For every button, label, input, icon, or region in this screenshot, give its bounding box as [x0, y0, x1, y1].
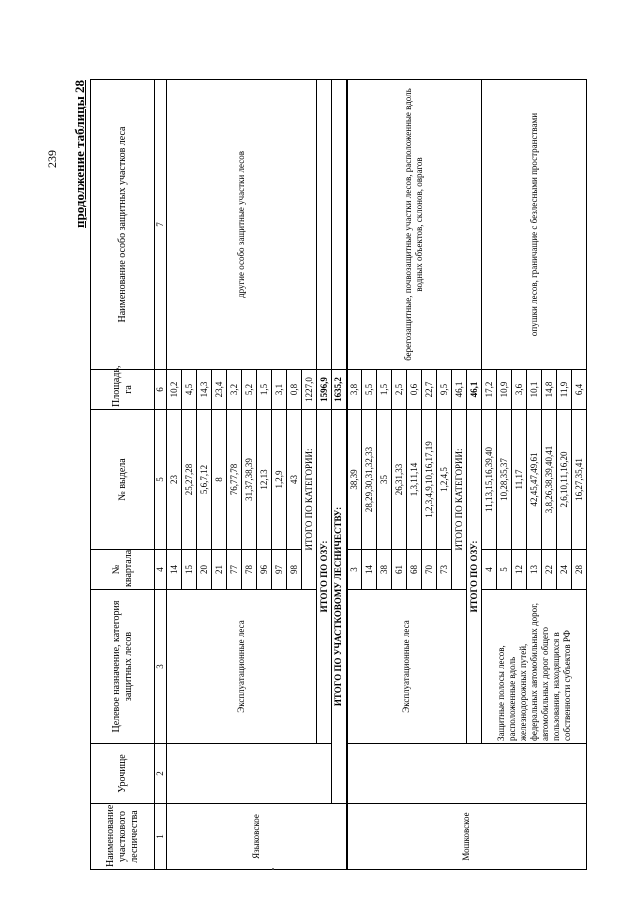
column-number: 6 [155, 370, 167, 410]
area-cell: 3,8 [347, 370, 362, 410]
total-lesnichestvo-value: 1635,2 [332, 370, 347, 410]
total-ozu-value: 1596,9 [317, 370, 332, 410]
column-number: 3 [155, 590, 167, 744]
area-cell: 3,6 [512, 370, 527, 410]
table-continuation-title: продолжение таблицы 28 [72, 80, 87, 228]
kvartal-cell: 96 [257, 550, 272, 590]
column-number: 7 [155, 80, 167, 370]
vydel-cell: 10,28,35,37 [497, 410, 512, 550]
header-category: Целевое назначение, категория защитных лесов [91, 590, 155, 744]
kvartal-cell: 73 [437, 550, 452, 590]
vydel-cell: 76,77,78 [227, 410, 242, 550]
area-cell: 10,2 [167, 370, 182, 410]
vydel-cell: 35 [377, 410, 392, 550]
vydel-cell: 5,6,7,12 [197, 410, 212, 550]
urochishche-cell [347, 744, 587, 804]
lesnichestvo-moshkovskoe: Мошковское [347, 804, 587, 870]
lesnichestvo-yazykovskoe: Языковское [167, 804, 347, 870]
kvartal-cell: 13 [527, 550, 542, 590]
header-ozu-name: Наименование особо защитных участков леса [91, 80, 155, 370]
kvartal-cell: 5 [497, 550, 512, 590]
vydel-cell: 8 [212, 410, 227, 550]
vydel-cell: 23 [167, 410, 182, 550]
column-number: 4 [155, 550, 167, 590]
vydel-cell: 16,27,35,41 [572, 410, 587, 550]
category-cell: Эксплуатационные леса [167, 590, 317, 744]
area-cell: 2,5 [392, 370, 407, 410]
area-cell: 14,8 [542, 370, 557, 410]
total-ozu-label: ИТОГО ПО ОЗУ: [317, 410, 332, 744]
kvartal-cell: 14 [167, 550, 182, 590]
urochishche-cell [167, 744, 332, 804]
area-cell: 0,6 [407, 370, 422, 410]
kvartal-cell: 3 [347, 550, 362, 590]
column-number: 5 [155, 410, 167, 550]
area-cell: 14,3 [197, 370, 212, 410]
ozu-name-cell: другие особо защитные участки лесов [167, 80, 317, 370]
kvartal-cell: 20 [197, 550, 212, 590]
kvartal-cell: 4 [482, 550, 497, 590]
area-cell: 23,4 [212, 370, 227, 410]
header-area: Площадь, га [91, 370, 155, 410]
header-lesnichestvo: Наименование участкового лесничества [91, 804, 155, 870]
empty-cell [317, 80, 332, 370]
area-cell: 3,2 [227, 370, 242, 410]
vydel-cell: 28,29,30,31,32,33 [362, 410, 377, 550]
kvartal-cell: 77 [227, 550, 242, 590]
area-cell: 17,2 [482, 370, 497, 410]
vydel-cell: 1,2,9 [272, 410, 287, 550]
vydel-cell: 26,31,33 [392, 410, 407, 550]
kvartal-cell: 15 [182, 550, 197, 590]
vydel-cell: 3,8,26,38,39,40,41 [542, 410, 557, 550]
total-category-label: ИТОГО ПО КАТЕГОРИИ: [302, 410, 317, 590]
area-cell: 11,9 [557, 370, 572, 410]
vydel-cell: 11,17 [512, 410, 527, 550]
area-cell: 5,2 [242, 370, 257, 410]
vydel-cell: 42,45,47,49,61 [527, 410, 542, 550]
kvartal-cell: 12 [512, 550, 527, 590]
area-cell: 0,8 [287, 370, 302, 410]
kvartal-cell: 68 [407, 550, 422, 590]
kvartal-cell: 22 [542, 550, 557, 590]
ozu-table [90, 79, 587, 870]
category-cell: Эксплуатационные леса [347, 590, 467, 744]
kvartal-cell: 70 [422, 550, 437, 590]
header-urochishche: Урочище [91, 744, 155, 804]
kvartal-cell: 24 [557, 550, 572, 590]
vydel-cell: 1,3,11,14 [407, 410, 422, 550]
kvartal-cell: 21 [212, 550, 227, 590]
empty-cell [332, 80, 347, 370]
vydel-cell: 2,6,10,11,16,20 [557, 410, 572, 550]
area-cell: 10,9 [497, 370, 512, 410]
vydel-cell: 1,2,4,5 [437, 410, 452, 550]
page-number: 239 [45, 150, 59, 168]
area-cell: 9,5 [437, 370, 452, 410]
header-vydel: № выдела [91, 410, 155, 550]
total-category-label: ИТОГО ПО КАТЕГОРИИ: [452, 410, 467, 590]
area-cell: 1,5 [377, 370, 392, 410]
area-cell: 6,4 [572, 370, 587, 410]
kvartal-cell: 38 [377, 550, 392, 590]
column-number: 1 [155, 804, 167, 870]
ozu-name-cell: берегозащитные, почвозащитные участки лесов, расположенные вдоль водных объектов, склонов, оврагов [347, 80, 482, 370]
area-cell: 22,7 [422, 370, 437, 410]
total-category-value: 1227,0 [302, 370, 317, 410]
area-cell: 1,5 [257, 370, 272, 410]
vydel-cell: 43 [287, 410, 302, 550]
area-cell: 4,5 [182, 370, 197, 410]
category-cell: Защитные полосы лесов, расположенные вдоль железнодорожных путей, федеральных автомобильных дорог, автомобильных дорог общего пользования, находящихся в собственности субъектов РФ [482, 590, 587, 744]
kvartal-cell: 97 [272, 550, 287, 590]
area-cell: 5,5 [362, 370, 377, 410]
vydel-cell: 11,13,15,16,39,40 [482, 410, 497, 550]
vydel-cell: 31,37,38,39 [242, 410, 257, 550]
kvartal-cell: 98 [287, 550, 302, 590]
vydel-cell: 25,27,28 [182, 410, 197, 550]
column-number: 2 [155, 744, 167, 804]
scan-speck [272, 868, 274, 870]
kvartal-cell: 78 [242, 550, 257, 590]
total-ozu-label: ИТОГО ПО ОЗУ: [467, 410, 482, 744]
total-category-value: 46,1 [452, 370, 467, 410]
area-cell: 3,1 [272, 370, 287, 410]
kvartal-cell: 28 [572, 550, 587, 590]
header-kvartal: № квартала [91, 550, 155, 590]
total-ozu-value: 46,1 [467, 370, 482, 410]
kvartal-cell: 14 [362, 550, 377, 590]
kvartal-cell: 61 [392, 550, 407, 590]
area-cell: 10,1 [527, 370, 542, 410]
ozu-name-cell: опушки лесов, граничащие с безлесными пространствами [482, 80, 587, 370]
vydel-cell: 1,2,3,4,9,10,16,17,19 [422, 410, 437, 550]
total-lesnichestvo-label: ИТОГО ПО УЧАСТКОВОМУ ЛЕСНИЧЕСТВУ: [332, 410, 347, 804]
vydel-cell: 12,13 [257, 410, 272, 550]
vydel-cell: 38,39 [347, 410, 362, 550]
rotated-page [72, 80, 584, 870]
